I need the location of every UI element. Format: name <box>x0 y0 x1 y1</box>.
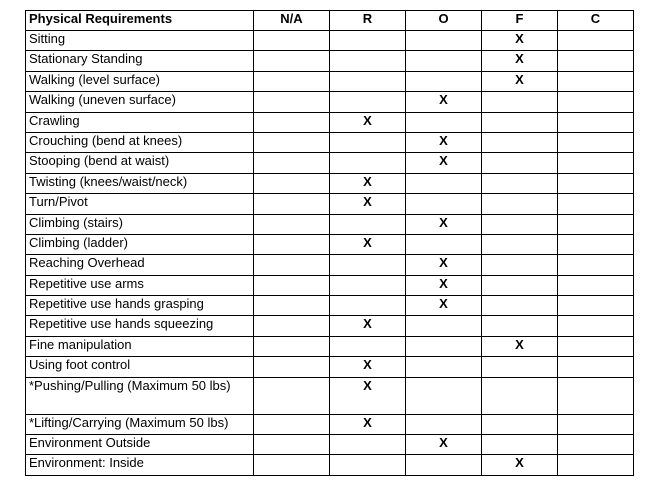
level-cell-c <box>558 435 634 455</box>
requirement-label: Sitting <box>26 31 254 51</box>
level-cell-o <box>406 336 482 356</box>
table-row <box>26 316 634 336</box>
level-cell-na <box>254 112 330 132</box>
level-cell-r <box>330 296 406 316</box>
table-row <box>26 336 634 356</box>
level-cell-na <box>254 234 330 254</box>
level-cell-na <box>254 296 330 316</box>
requirement-label: *Lifting/Carrying (Maximum 50 lbs) <box>26 414 254 434</box>
table-row <box>26 377 634 414</box>
table-row <box>26 31 634 51</box>
level-cell-f <box>482 92 558 112</box>
level-cell-o <box>406 51 482 71</box>
table-row <box>26 71 634 91</box>
level-cell-f <box>482 435 558 455</box>
requirement-label: Climbing (ladder) <box>26 234 254 254</box>
level-cell-o <box>406 377 482 414</box>
level-cell-o <box>406 234 482 254</box>
level-cell-r <box>330 71 406 91</box>
level-cell-na <box>254 92 330 112</box>
level-cell-f: X <box>482 31 558 51</box>
level-cell-na <box>254 455 330 475</box>
level-cell-c <box>558 234 634 254</box>
level-cell-c <box>558 173 634 193</box>
level-cell-c <box>558 316 634 336</box>
requirement-label: Stationary Standing <box>26 51 254 71</box>
requirement-label: Twisting (knees/waist/neck) <box>26 173 254 193</box>
level-cell-o: X <box>406 255 482 275</box>
header-physical-requirements: Physical Requirements <box>26 11 254 31</box>
level-cell-r <box>330 435 406 455</box>
level-cell-na <box>254 316 330 336</box>
level-cell-na <box>254 336 330 356</box>
level-cell-r: X <box>330 377 406 414</box>
level-cell-c <box>558 92 634 112</box>
table-row <box>26 173 634 193</box>
level-cell-c <box>558 296 634 316</box>
level-cell-r <box>330 153 406 173</box>
header-na: N/A <box>254 11 330 31</box>
requirement-label: Fine manipulation <box>26 336 254 356</box>
level-cell-na <box>254 255 330 275</box>
level-cell-o <box>406 71 482 91</box>
level-cell-f <box>482 194 558 214</box>
requirement-label: Environment: Inside <box>26 455 254 475</box>
level-cell-f <box>482 377 558 414</box>
level-cell-r <box>330 275 406 295</box>
table-row <box>26 51 634 71</box>
level-cell-r: X <box>330 112 406 132</box>
table-row <box>26 132 634 152</box>
requirement-label: Walking (level surface) <box>26 71 254 91</box>
table-row <box>26 357 634 377</box>
level-cell-f <box>482 414 558 434</box>
level-cell-o <box>406 31 482 51</box>
physical-requirements-table <box>25 10 634 476</box>
level-cell-o <box>406 112 482 132</box>
level-cell-o <box>406 173 482 193</box>
table-row <box>26 435 634 455</box>
level-cell-c <box>558 455 634 475</box>
level-cell-r <box>330 455 406 475</box>
level-cell-na <box>254 435 330 455</box>
level-cell-f <box>482 316 558 336</box>
requirement-label: *Pushing/Pulling (Maximum 50 lbs) <box>26 377 254 414</box>
level-cell-r: X <box>330 357 406 377</box>
level-cell-o: X <box>406 153 482 173</box>
level-cell-c <box>558 51 634 71</box>
level-cell-c <box>558 275 634 295</box>
requirement-label: Using foot control <box>26 357 254 377</box>
requirement-label: Repetitive use arms <box>26 275 254 295</box>
level-cell-na <box>254 153 330 173</box>
requirement-label: Crouching (bend at knees) <box>26 132 254 152</box>
header-f: F <box>482 11 558 31</box>
requirement-label: Repetitive use hands squeezing <box>26 316 254 336</box>
level-cell-f: X <box>482 51 558 71</box>
level-cell-r <box>330 336 406 356</box>
table-body <box>26 31 634 476</box>
level-cell-r <box>330 92 406 112</box>
level-cell-r <box>330 31 406 51</box>
table-row <box>26 194 634 214</box>
level-cell-o: X <box>406 92 482 112</box>
level-cell-c <box>558 357 634 377</box>
requirement-label: Climbing (stairs) <box>26 214 254 234</box>
level-cell-na <box>254 377 330 414</box>
table-row <box>26 112 634 132</box>
level-cell-f <box>482 296 558 316</box>
level-cell-c <box>558 71 634 91</box>
table-row <box>26 153 634 173</box>
table-row <box>26 234 634 254</box>
level-cell-o <box>406 316 482 336</box>
requirement-label: Reaching Overhead <box>26 255 254 275</box>
level-cell-c <box>558 414 634 434</box>
level-cell-r: X <box>330 194 406 214</box>
level-cell-o <box>406 414 482 434</box>
level-cell-o <box>406 357 482 377</box>
requirement-label: Walking (uneven surface) <box>26 92 254 112</box>
level-cell-na <box>254 275 330 295</box>
level-cell-r <box>330 51 406 71</box>
level-cell-r: X <box>330 316 406 336</box>
table-row <box>26 214 634 234</box>
level-cell-o <box>406 455 482 475</box>
level-cell-r <box>330 132 406 152</box>
level-cell-c <box>558 336 634 356</box>
level-cell-c <box>558 153 634 173</box>
requirement-label: Repetitive use hands grasping <box>26 296 254 316</box>
header-row <box>26 11 634 31</box>
header-o: O <box>406 11 482 31</box>
level-cell-f <box>482 357 558 377</box>
level-cell-c <box>558 194 634 214</box>
level-cell-r <box>330 214 406 234</box>
level-cell-na <box>254 132 330 152</box>
level-cell-na <box>254 414 330 434</box>
level-cell-f <box>482 214 558 234</box>
level-cell-c <box>558 112 634 132</box>
level-cell-f <box>482 132 558 152</box>
level-cell-c <box>558 377 634 414</box>
level-cell-f <box>482 173 558 193</box>
level-cell-f <box>482 234 558 254</box>
requirement-label: Stooping (bend at waist) <box>26 153 254 173</box>
level-cell-f: X <box>482 71 558 91</box>
level-cell-r <box>330 255 406 275</box>
table-row <box>26 92 634 112</box>
level-cell-na <box>254 194 330 214</box>
level-cell-c <box>558 255 634 275</box>
level-cell-r: X <box>330 234 406 254</box>
table-row <box>26 255 634 275</box>
level-cell-na <box>254 71 330 91</box>
level-cell-c <box>558 214 634 234</box>
header-r: R <box>330 11 406 31</box>
level-cell-o: X <box>406 214 482 234</box>
level-cell-o: X <box>406 435 482 455</box>
header-c: C <box>558 11 634 31</box>
level-cell-na <box>254 31 330 51</box>
level-cell-o <box>406 194 482 214</box>
level-cell-c <box>558 31 634 51</box>
level-cell-na <box>254 51 330 71</box>
table-row <box>26 455 634 475</box>
table-row <box>26 275 634 295</box>
level-cell-na <box>254 173 330 193</box>
table-row <box>26 296 634 316</box>
level-cell-r: X <box>330 173 406 193</box>
requirement-label: Environment Outside <box>26 435 254 455</box>
level-cell-f <box>482 112 558 132</box>
requirement-label: Crawling <box>26 112 254 132</box>
level-cell-f <box>482 275 558 295</box>
level-cell-f <box>482 255 558 275</box>
level-cell-o: X <box>406 296 482 316</box>
level-cell-o: X <box>406 275 482 295</box>
level-cell-f <box>482 153 558 173</box>
level-cell-c <box>558 132 634 152</box>
level-cell-o: X <box>406 132 482 152</box>
level-cell-r: X <box>330 414 406 434</box>
level-cell-na <box>254 357 330 377</box>
level-cell-na <box>254 214 330 234</box>
level-cell-f: X <box>482 336 558 356</box>
table-row <box>26 414 634 434</box>
requirement-label: Turn/Pivot <box>26 194 254 214</box>
level-cell-f: X <box>482 455 558 475</box>
